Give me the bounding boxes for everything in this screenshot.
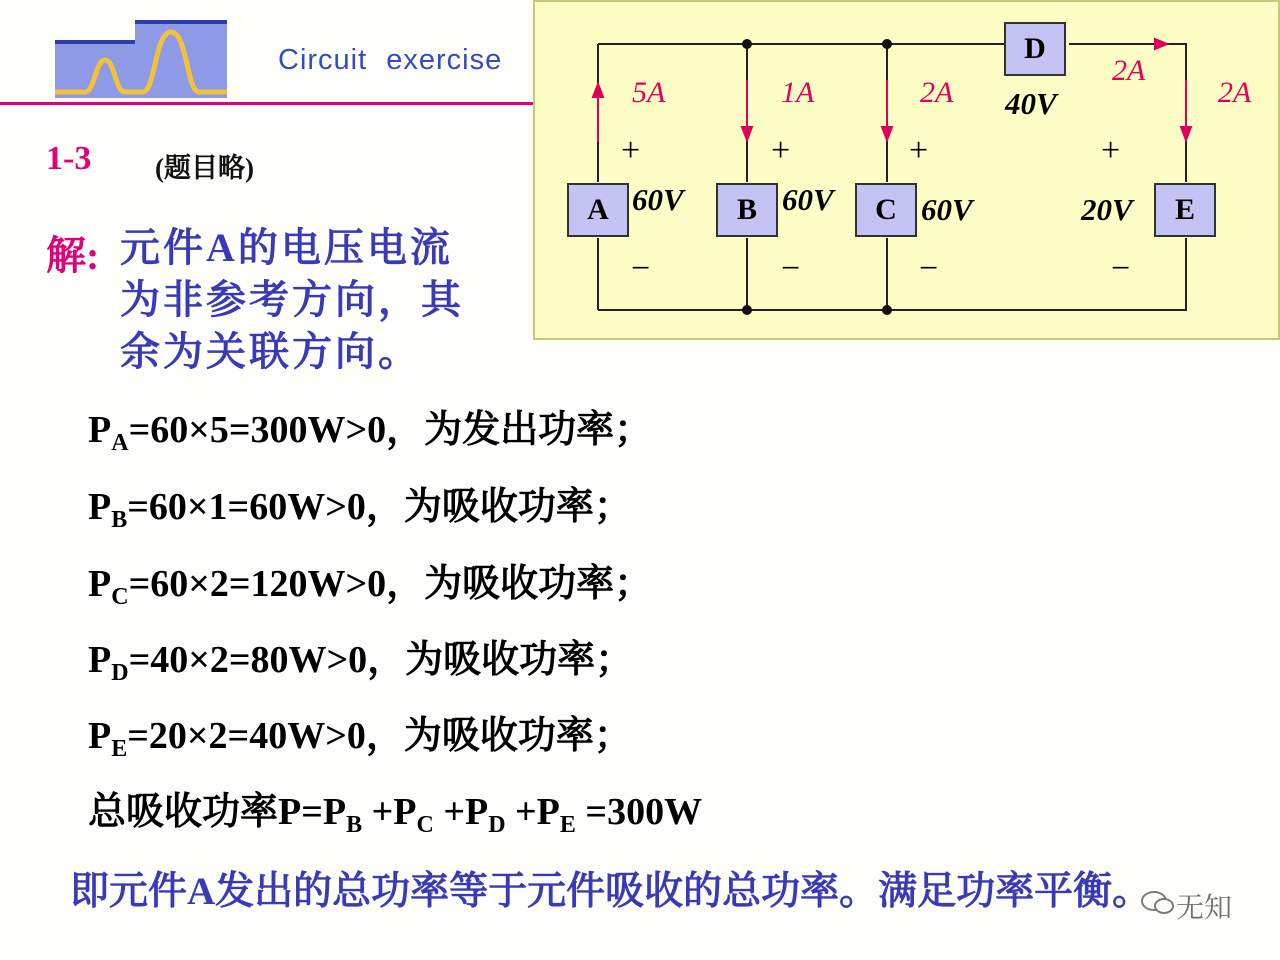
minus-sign: −	[919, 250, 939, 287]
element-d: D	[1004, 22, 1066, 76]
voltage-label-c: 60V	[921, 192, 973, 227]
current-label-a: 5A	[632, 76, 666, 109]
chat-bubble-icon	[1140, 890, 1174, 916]
watermark-text: 无知	[1176, 892, 1233, 923]
current-arrow-d	[1155, 39, 1167, 49]
circuit-diagram	[533, 0, 1280, 340]
course-logo	[55, 18, 227, 98]
total-power-equation: 总吸收功率$P=P_B +P_C +P_D +P_E =300W$	[88, 791, 703, 838]
voltage-label-b: 60V	[782, 182, 834, 217]
power-equation-e: $P_E=20\times 2=40W>0$，为吸收功率；	[88, 715, 632, 762]
node-dot	[882, 39, 892, 49]
current-label-b: 1A	[781, 76, 815, 109]
solution-line: 为非参考方向，其	[120, 277, 464, 322]
plus-sign: +	[621, 132, 641, 169]
problem-number: 1-3	[46, 140, 92, 177]
voltage-label-e: 20V	[1081, 192, 1133, 227]
element-e: E	[1154, 183, 1216, 237]
conclusion-text: 即元件A发出的总功率等于元件吸收的总功率。满足功率平衡。	[70, 870, 1152, 913]
minus-sign: −	[781, 250, 801, 287]
course-title: Circuit exercise	[278, 44, 503, 76]
power-equation-a: $P_A=60\times 5=300W>0$，为发出功率；	[88, 409, 653, 456]
solution-line: 元件A的电压电流	[120, 225, 453, 270]
node-dot	[882, 305, 892, 315]
element-c: C	[855, 183, 917, 237]
power-equation-b: $P_B=60\times 1=60W>0$，为吸收功率；	[88, 486, 632, 533]
power-equation-c: $P_C=60\times 2=120W>0$，为吸收功率；	[88, 563, 653, 610]
element-b: B	[716, 183, 778, 237]
problem-note: (题目略)	[155, 153, 254, 183]
solution-label: 解:	[46, 233, 100, 278]
current-label-d: 2A	[1112, 54, 1146, 87]
voltage-label-d: 40V	[1005, 86, 1057, 121]
node-dot	[742, 305, 752, 315]
plus-sign: +	[909, 132, 929, 169]
plus-sign: +	[1101, 132, 1121, 169]
voltage-label-a: 60V	[632, 182, 684, 217]
plus-sign: +	[771, 132, 791, 169]
element-a: A	[567, 183, 629, 237]
circuit-wires	[535, 2, 1280, 340]
header-divider	[0, 102, 540, 105]
node-dot	[742, 39, 752, 49]
power-equation-d: $P_D=40\times 2=80W>0$，为吸收功率；	[88, 639, 634, 686]
minus-sign: −	[631, 250, 651, 287]
current-label-e: 2A	[1218, 76, 1252, 109]
solution-line: 余为关联方向。	[120, 329, 421, 374]
current-label-c: 2A	[920, 76, 954, 109]
minus-sign: −	[1111, 250, 1131, 287]
solution-text	[120, 222, 464, 378]
